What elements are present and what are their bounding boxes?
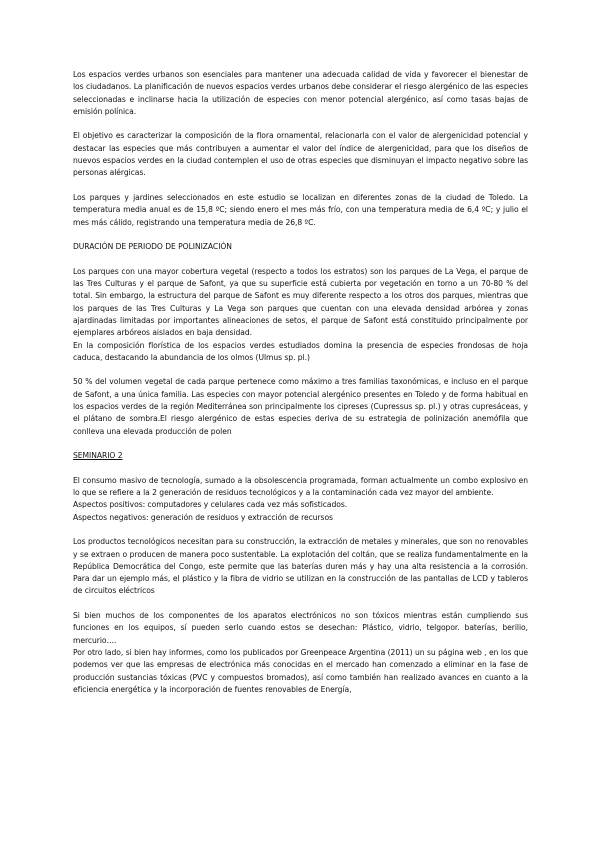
- paragraph-toxic-components: Si bien muchos de los componentes de los aparatos electrónicos no son tóxicos mientras están cumpliendo sus funciones en los equipos, sí pueden serlo cuando estos se desechan: Plástico, vidrio, telgopor. baterías, berilio, mercurio….: [73, 611, 528, 645]
- section-heading-seminar: SEMINARIO 2: [73, 451, 123, 461]
- paragraph-tech-products: Los productos tecnológicos necesitan para su construcción, la extracción de metales y minerales, que son no renovables y se extraen o producen de manera poco sustentable. La explotación del coltán, que se realiza fundamentalmente en la República Democrática del Congo, este permite que las baterías duren más y hay una alta resistencia a la corrosión. Para dar un ejemplo más, el plástico y la fibra de vidrio se utilizan en la construcción de las pantallas de LCD y tableros de circuitos eléctricos: [73, 537, 528, 596]
- paragraph-floristic-composition: En la composición florística de los espacios verdes estudiados domina la presencia de especies frondosas de hoja caduca, destacando la abundancia de los olmos (Ulmus sp. pl.): [73, 340, 528, 362]
- paragraph-parks-coverage: Los parques con una mayor cobertura vegetal (respecto a todos los estratos) son los parques de La Vega, el parque de las Tres Culturas y el parque de Safont, ya que su superficie está cubierta por vegetación en torno a un 70-80 % del total. Sin embargo, la estructura del parque de Safont es muy diferente respecto a los otros dos parques, mientras que los parques de las Tres Culturas y La Vega son parques que cuentan con una elevada densidad arbórea y zonas ajardinadas limitadas por importantes alineaciones de setos, el parque de Safont está constituido principalmente por ejemplares arbóreos aislados en baja densidad.: [73, 266, 528, 338]
- paragraph-allergenic-species: 50 % del volumen vegetal de cada parque pertenece como máximo a tres familias taxonómicas, e incluso en el parque de Safont, a una única familia. Las especies con mayor potencial alergénico presentes en Toledo y de forma habitual en los espacios verdes de la región Mediterránea son principalmente los cipreses (Cupressus sp. pl.) y otras cupresáceas, y el plátano de sombra.El riesgo alergénico de estas especies deriva de su estrategia de polinización anemófila que conlleva una elevada producción de polen: [73, 377, 528, 436]
- section-heading-pollination: DURACIÓN DE PERIODO DE POLINIZACIÓN: [73, 242, 232, 252]
- paragraph-tech-consumption: El consumo masivo de tecnología, sumado a la obsolescencia programada, forman actualmente un combo explosivo en lo que se refiere a la 2 generación de residuos tecnológicos y a la contaminación cada vez mayor del ambiente.: [73, 475, 528, 498]
- paragraph-greenpeace-reports: Por otro lado, si bien hay informes, como los publicados por Greenpeace Argentina (2011) un su página web , en los que podemos ver que las empresas de electrónica más conocidas en el mercado han comenzado a eliminar en la fase de producción sustancias tóxicas (PVC y compuestos bromados), así como también han realizado avances en cuanto a la eficiencia energética y la incorporación de fuentes renovables de Energía,: [73, 647, 528, 694]
- paragraph-objective: El objetivo es caracterizar la composición de la flora ornamental, relacionarla con el valor de alergenicidad potencial y destacar las especies que más contribuyen a aumentar el valor del índice de alergenicidad, para que los diseños de nuevos espacios verdes en la ciudad contemplen el uso de otras especies que disminuyan el impacto negativo sobre las personas alérgicas.: [73, 131, 528, 178]
- paragraph-negative-aspects: Aspectos negativos: generación de residuos y extracción de recursos: [73, 512, 333, 522]
- paragraph-intro: Los espacios verdes urbanos son esenciales para mantener una adecuada calidad de vida y favorecer el bienestar de los ciudadanos. La planificación de nuevos espacios verdes urbanos debe considerar el riesgo alergénico de las especies seleccionadas e inclinarse hacia la utilización de especies con menor potencial alergénico, así como tasas bajas de emisión polínica.: [73, 70, 528, 116]
- paragraph-study-area: Los parques y jardines seleccionados en este estudio se localizan en diferentes zonas de la ciudad de Toledo. La temperatura media anual es de 15,8 ºC; siendo enero el mes más frío, con una temperatura media de 6,4 ºC; y julio el mes más cálido, registrando una temperatura media de 26,8 ºC.: [73, 192, 528, 227]
- paragraph-positive-aspects: Aspectos positivos: computadores y celulares cada vez más sofisticados.: [73, 500, 348, 510]
